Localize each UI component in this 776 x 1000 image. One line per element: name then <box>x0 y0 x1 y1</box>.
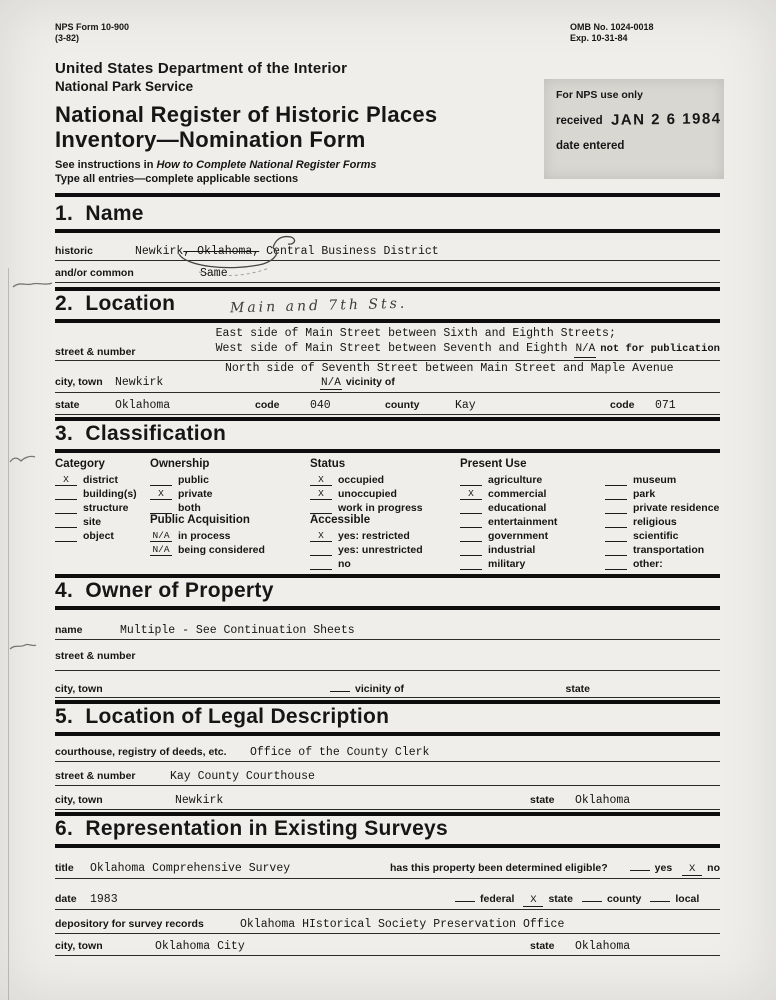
cls-option <box>55 515 150 529</box>
omb-expiration: Exp. 10-31-84 <box>570 33 628 43</box>
section-4-title: 4. Owner of Property <box>55 579 274 602</box>
cls-label: building(s) <box>83 488 137 500</box>
cls-option <box>150 473 310 487</box>
cls-option <box>150 501 310 515</box>
section-3-heading <box>55 417 720 453</box>
cls-option <box>460 473 605 487</box>
cls-option <box>310 501 460 515</box>
cls-label: public <box>178 474 209 486</box>
cls-option <box>605 515 720 529</box>
group-title: Public Acquisition <box>150 514 250 526</box>
cls-mark <box>460 531 482 542</box>
survey-title-row <box>55 858 720 879</box>
state-label: state <box>55 399 80 411</box>
instruction-manual-title: How to Complete National Register Forms <box>156 159 377 171</box>
eligible-yes-mark <box>630 858 650 871</box>
vicinity-mark <box>330 679 350 692</box>
cls-option <box>310 529 460 543</box>
form-number: NPS Form 10-900 <box>55 22 130 32</box>
cls-mark <box>460 545 482 556</box>
cls-label: no <box>338 558 351 570</box>
section-2-title: 2. Location <box>55 292 176 315</box>
section-6-heading <box>55 812 720 848</box>
cls-label: military <box>488 558 526 570</box>
common-name-label: and/or common <box>55 267 134 279</box>
cls-mark <box>460 559 482 570</box>
cls-mark <box>605 531 627 542</box>
cls-mark <box>55 503 77 514</box>
category-column <box>55 458 150 570</box>
section-1-heading <box>55 201 720 233</box>
header-rule <box>55 193 720 197</box>
courthouse-value: Office of the County Clerk <box>250 746 430 759</box>
present-use-column <box>460 458 605 570</box>
group-title: Status <box>310 458 346 470</box>
cls-option <box>460 487 605 501</box>
section-4-heading <box>55 574 720 610</box>
cls-label: scientific <box>633 530 679 542</box>
common-name-row <box>55 267 720 283</box>
cls-mark: X <box>310 475 332 486</box>
cls-label: museum <box>633 474 677 486</box>
received-date-stamp: JAN 2 6 1984 <box>610 110 722 129</box>
courthouse-label: courthouse, registry of deeds, etc. <box>55 746 227 758</box>
cls-mark <box>55 517 77 528</box>
group-title <box>605 458 720 472</box>
cls-mark <box>310 559 332 570</box>
cls-option <box>150 543 310 557</box>
cls-option <box>310 487 460 501</box>
group-title: Category <box>55 458 105 470</box>
code-label: code <box>610 399 635 411</box>
legal-state-label: state <box>530 794 555 806</box>
common-name-value: Same <box>200 267 228 280</box>
cls-option <box>310 543 460 557</box>
cls-mark: N/A <box>150 531 172 542</box>
cls-label: yes: unrestricted <box>338 544 423 556</box>
street-number-row <box>55 326 720 361</box>
vicinity-label: vicinity of <box>345 376 395 388</box>
city-town-label: city, town <box>55 376 103 388</box>
city-town-row <box>55 376 720 393</box>
cls-option <box>460 501 605 515</box>
county-value: Kay <box>455 399 476 412</box>
city-town-value: Newkirk <box>115 376 164 389</box>
cls-mark <box>310 503 332 514</box>
cls-mark <box>55 489 77 500</box>
cls-option <box>605 501 720 515</box>
cls-option <box>605 557 720 571</box>
state-value: Oklahoma <box>115 399 171 412</box>
legal-street-value: Kay County Courthouse <box>170 770 315 783</box>
status-column <box>310 458 460 570</box>
received-label: received <box>556 115 603 127</box>
not-for-publication-label: not for publication <box>600 343 720 355</box>
cls-label: yes: restricted <box>338 530 410 542</box>
classification-grid <box>55 458 720 570</box>
cls-option <box>605 473 720 487</box>
cls-label: site <box>83 516 102 528</box>
cls-mark <box>150 475 172 486</box>
cls-mark <box>150 503 172 514</box>
cls-option <box>55 529 150 543</box>
eligible-yes-label: yes <box>654 862 673 874</box>
eligible-no-label: no <box>707 862 720 874</box>
historic-post: Central Business District <box>259 245 439 258</box>
legal-street-row <box>55 770 720 786</box>
ownership-column <box>150 458 310 570</box>
historic-label: historic <box>55 245 93 257</box>
owner-name-value: Multiple - See Continuation Sheets <box>120 624 355 637</box>
not-for-publication-na: N/A <box>574 342 596 358</box>
federal-label: federal <box>480 893 515 905</box>
cls-mark <box>460 475 482 486</box>
street-line-1: East side of Main Street between Sixth and Eighth Streets; <box>215 327 616 340</box>
cls-option <box>460 543 605 557</box>
county-level-label: county <box>606 893 642 905</box>
survey-date-label: date <box>55 893 77 905</box>
local-label: local <box>675 893 700 905</box>
street-line-2 <box>216 341 720 358</box>
omb-number: OMB No. 1024-0018 <box>570 22 654 32</box>
struck-text <box>183 245 259 258</box>
agency-title: National Park Service <box>55 79 194 94</box>
section-2-heading <box>55 287 720 323</box>
cls-label: agriculture <box>488 474 543 486</box>
cls-label: government <box>488 530 549 542</box>
cls-option <box>460 529 605 543</box>
owner-name-label: name <box>55 624 83 636</box>
state-county-row <box>55 399 720 415</box>
legal-city-row <box>55 794 720 810</box>
state-code-value: 040 <box>310 399 331 412</box>
instruction-text: See instructions in <box>55 159 157 171</box>
historic-struck: , Oklahoma, <box>183 245 260 258</box>
cls-mark: X <box>460 489 482 500</box>
section-5-title: 5. Location of Legal Description <box>55 705 390 728</box>
cls-option <box>605 543 720 557</box>
cls-mark: N/A <box>150 545 172 556</box>
section-3-title: 3. Classification <box>55 422 227 445</box>
section-5-heading <box>55 700 720 736</box>
historic-name-row <box>55 245 720 261</box>
owner-state-label: state <box>565 683 590 695</box>
legal-city-value: Newkirk <box>175 794 224 807</box>
owner-name-row <box>55 624 720 640</box>
depository-row <box>55 918 720 934</box>
survey-date-value: 1983 <box>90 893 118 906</box>
group-title: Ownership <box>150 458 210 470</box>
cls-label: both <box>178 502 201 514</box>
owner-city-label: city, town <box>55 683 103 695</box>
cls-mark <box>605 475 627 486</box>
street-number-label: street & number <box>55 346 136 358</box>
cls-mark <box>310 545 332 556</box>
cls-option <box>605 487 720 501</box>
cls-option <box>150 529 310 543</box>
depository-label: depository for survey records <box>55 918 204 930</box>
cls-option <box>605 529 720 543</box>
cls-label: other: <box>633 558 663 570</box>
cls-label: structure <box>83 502 129 514</box>
cls-label: commercial <box>488 488 547 500</box>
eligible-no-mark: X <box>682 863 702 876</box>
owner-street-row <box>55 650 720 671</box>
present-use-column-2 <box>605 458 720 570</box>
legal-street-label: street & number <box>55 770 136 782</box>
title-line-2: Inventory—Nomination Form <box>55 127 366 152</box>
state-level-label: state <box>548 893 573 905</box>
cls-option <box>460 515 605 529</box>
cls-mark: X <box>310 489 332 500</box>
group-title: Accessible <box>310 514 371 526</box>
cls-label: entertainment <box>488 516 558 528</box>
cls-mark <box>460 503 482 514</box>
county-label: county <box>385 399 420 411</box>
survey-date-row <box>55 889 720 910</box>
form-meta <box>55 0 720 44</box>
survey-title-label: title <box>55 862 74 874</box>
pencil-mark <box>8 640 38 654</box>
section-1-title: 1. Name <box>55 202 144 225</box>
survey-state-label: state <box>530 940 555 952</box>
cls-label: park <box>633 488 656 500</box>
county-mark <box>582 889 602 902</box>
cls-option <box>310 473 460 487</box>
paper-edge-line <box>8 268 9 1000</box>
eligible-question: has this property been determined eligible? <box>390 862 608 874</box>
handwritten-note: Main and 7th Sts. <box>230 295 408 317</box>
cls-label: district <box>83 474 119 486</box>
cls-option <box>460 557 605 571</box>
survey-state-value: Oklahoma <box>575 940 631 953</box>
street-line-3: North side of Seventh Street between Main Street and Maple Avenue <box>225 362 674 375</box>
survey-city-label: city, town <box>55 940 103 952</box>
cls-mark: X <box>55 475 77 486</box>
survey-title-value: Oklahoma Comprehensive Survey <box>90 862 291 875</box>
street-line-2-text: West side of Main Street between Seventh and Eighth <box>215 342 568 355</box>
depository-value: Oklahoma HIstorical Society Preservation Office <box>240 918 565 931</box>
cls-mark <box>460 517 482 528</box>
instruction-line-1 <box>55 158 720 172</box>
cls-label: in process <box>178 530 231 542</box>
cls-label: work in progress <box>338 502 423 514</box>
cls-mark <box>55 531 77 542</box>
cls-mark <box>605 489 627 500</box>
historic-pre: Newkirk <box>135 245 184 258</box>
survey-city-value: Oklahoma City <box>155 940 245 953</box>
cls-label: private residence <box>633 502 720 514</box>
cls-option <box>55 473 150 487</box>
local-mark <box>650 889 670 902</box>
instruction-line-2: Type all entries—complete applicable sections <box>55 173 299 185</box>
cls-mark <box>605 517 627 528</box>
cls-option <box>55 501 150 515</box>
section-6-title: 6. Representation in Existing Surveys <box>55 817 449 840</box>
courthouse-row <box>55 746 720 762</box>
federal-mark <box>455 889 475 902</box>
title-line-1: National Register of Historic Places <box>55 102 438 127</box>
cls-label: transportation <box>633 544 705 556</box>
cls-mark <box>605 545 627 556</box>
cls-label: occupied <box>338 474 385 486</box>
owner-street-label: street & number <box>55 650 136 662</box>
owner-vicinity-label: vicinity of <box>355 683 405 695</box>
survey-city-row <box>55 940 720 956</box>
group-title: Present Use <box>460 458 527 470</box>
cls-label: educational <box>488 502 547 514</box>
cls-mark: X <box>310 531 332 542</box>
cls-label: being considered <box>178 544 265 556</box>
cls-label: private <box>178 488 213 500</box>
pencil-mark <box>12 278 54 292</box>
legal-state-value: Oklahoma <box>575 794 631 807</box>
state-mark: X <box>523 894 543 907</box>
cls-label: religious <box>633 516 677 528</box>
cls-label: industrial <box>488 544 536 556</box>
historic-value <box>135 245 439 258</box>
cls-option <box>310 557 460 571</box>
form-revision: (3-82) <box>55 33 80 43</box>
cls-option <box>150 487 310 501</box>
code-label: code <box>255 399 280 411</box>
cls-option <box>55 487 150 501</box>
date-entered-label: date entered <box>556 140 625 152</box>
cls-label: object <box>83 530 114 542</box>
vicinity-na: N/A <box>321 377 341 389</box>
owner-city-row <box>55 679 720 698</box>
cls-mark <box>605 559 627 570</box>
cls-mark <box>605 503 627 514</box>
stamp-header: For NPS use only <box>556 89 643 101</box>
pencil-mark <box>8 452 38 466</box>
cls-label: unoccupied <box>338 488 397 500</box>
cls-mark: X <box>150 489 172 500</box>
document-title <box>55 102 720 152</box>
department-title: United States Department of the Interior <box>55 60 348 77</box>
county-code-value: 071 <box>655 399 676 412</box>
legal-city-label: city, town <box>55 794 103 806</box>
